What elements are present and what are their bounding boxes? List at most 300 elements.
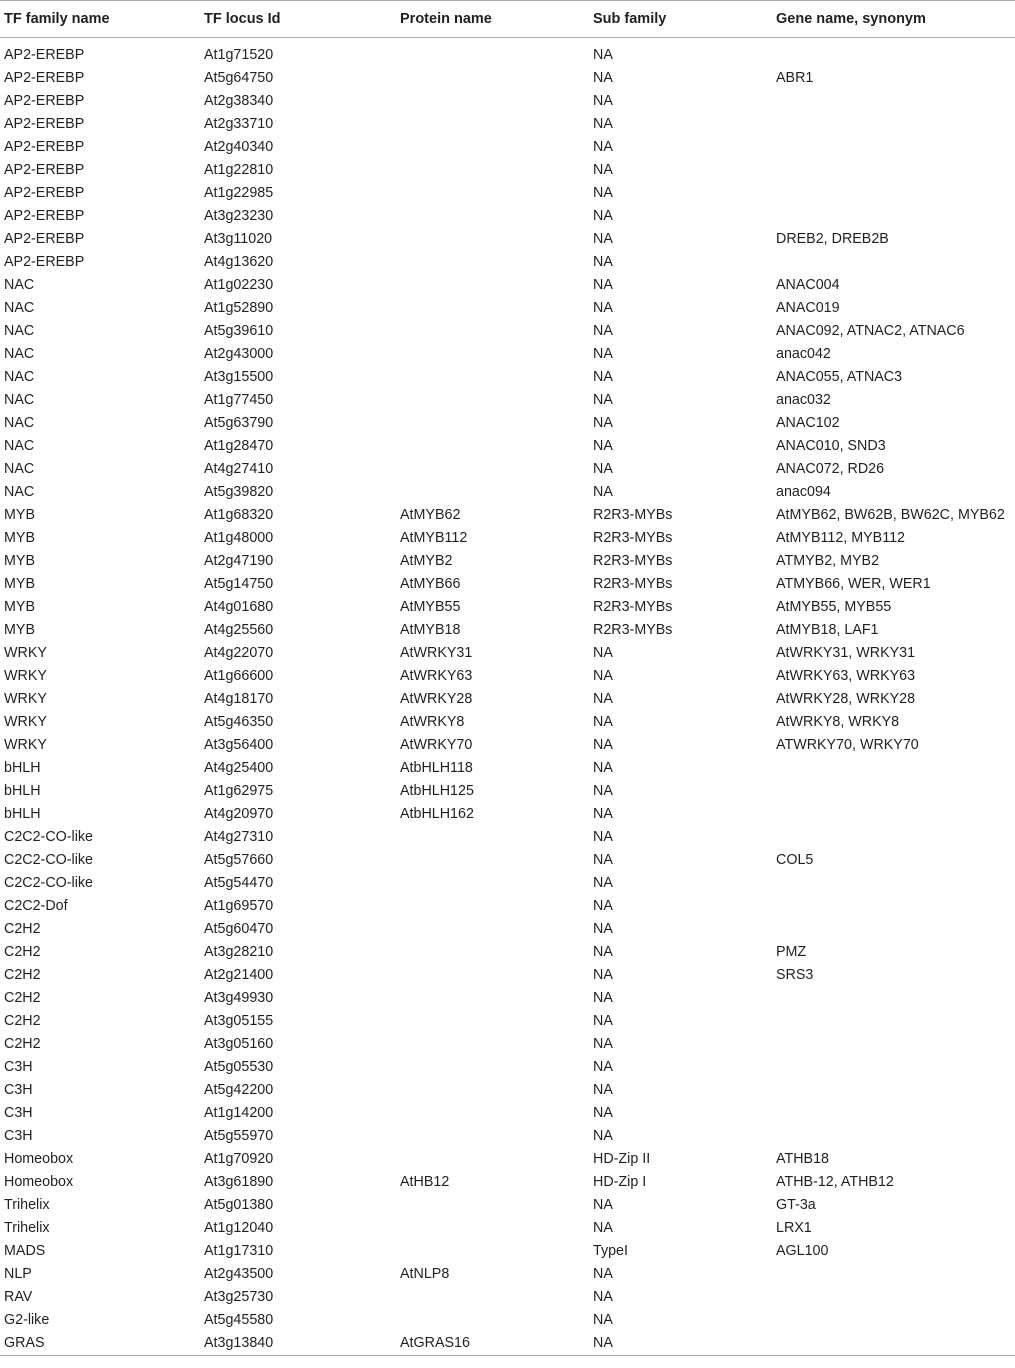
- table-row: [0, 918, 1015, 941]
- cell-protein-name: [396, 918, 589, 941]
- cell-tf-locus-id: At1g77450: [204, 392, 274, 408]
- cell-sub-family: NA: [593, 185, 613, 201]
- table-row: [0, 1010, 1015, 1033]
- cell-tf-family-name: C2H2: [4, 921, 41, 937]
- cell-gene-name-synonym: AtWRKY31, WRKY31: [776, 645, 916, 661]
- cell-gene-name-synonym: [772, 1263, 1015, 1286]
- cell-tf-locus-id: At1g52890: [204, 300, 274, 316]
- cell-protein-name: [396, 159, 589, 182]
- cell-tf-locus-id: At1g02230: [204, 277, 274, 293]
- cell-gene-name-synonym: AtMYB62, BW62B, BW62C, MYB62: [776, 507, 1005, 523]
- cell-gene-name-synonym: AtWRKY28, WRKY28: [776, 691, 916, 707]
- cell-gene-name-synonym: ANAC010, SND3: [776, 438, 886, 454]
- table-row: [0, 1056, 1015, 1079]
- cell-tf-family-name: Trihelix: [4, 1197, 50, 1213]
- cell-tf-locus-id: At4g27410: [204, 461, 274, 477]
- cell-sub-family: R2R3-MYBs: [593, 553, 673, 569]
- table-row: [0, 343, 1015, 366]
- cell-tf-locus-id: At5g60470: [204, 921, 274, 937]
- cell-sub-family: NA: [593, 806, 613, 822]
- cell-tf-locus-id: At1g69570: [204, 898, 274, 914]
- cell-protein-name: [396, 366, 589, 389]
- cell-tf-family-name: NAC: [4, 323, 35, 339]
- cell-gene-name-synonym: ANAC004: [776, 277, 840, 293]
- table-row: [0, 205, 1015, 228]
- cell-tf-locus-id: At1g22985: [204, 185, 274, 201]
- table-row: [0, 1194, 1015, 1217]
- cell-sub-family: NA: [593, 668, 613, 684]
- table-row: [0, 67, 1015, 90]
- table-row: [0, 596, 1015, 619]
- cell-tf-family-name: AP2-EREBP: [4, 139, 85, 155]
- cell-gene-name-synonym: [772, 251, 1015, 274]
- cell-tf-locus-id: At3g11020: [204, 231, 273, 247]
- cell-tf-locus-id: At1g62975: [204, 783, 274, 799]
- table-row: [0, 619, 1015, 642]
- cell-gene-name-synonym: anac032: [776, 392, 831, 408]
- cell-protein-name: AtWRKY8: [400, 714, 465, 730]
- cell-gene-name-synonym: [772, 987, 1015, 1010]
- cell-tf-family-name: bHLH: [4, 760, 41, 776]
- cell-tf-family-name: C2C2-CO-like: [4, 852, 93, 868]
- cell-sub-family: NA: [593, 898, 613, 914]
- cell-tf-family-name: C2H2: [4, 990, 41, 1006]
- cell-gene-name-synonym: [772, 1286, 1015, 1309]
- table-header: [0, 1, 1015, 38]
- cell-gene-name-synonym: [772, 757, 1015, 780]
- table-row: [0, 849, 1015, 872]
- header-tf-family-name: TF family name: [0, 1, 200, 38]
- cell-gene-name-synonym: [772, 113, 1015, 136]
- cell-protein-name: [396, 1102, 589, 1125]
- cell-tf-family-name: AP2-EREBP: [4, 70, 85, 86]
- table-row: [0, 458, 1015, 481]
- cell-tf-family-name: NAC: [4, 277, 35, 293]
- cell-protein-name: [396, 297, 589, 320]
- cell-sub-family: NA: [593, 990, 613, 1006]
- cell-protein-name: AtMYB112: [400, 530, 468, 546]
- cell-tf-family-name: NAC: [4, 461, 35, 477]
- table-row: [0, 159, 1015, 182]
- cell-gene-name-synonym: ATHB18: [776, 1151, 829, 1167]
- cell-tf-locus-id: At5g64750: [204, 70, 274, 86]
- cell-sub-family: NA: [593, 300, 613, 316]
- cell-tf-locus-id: At3g23230: [204, 208, 274, 224]
- cell-gene-name-synonym: [772, 872, 1015, 895]
- table-row: [0, 320, 1015, 343]
- table-row: [0, 1171, 1015, 1194]
- cell-gene-name-synonym: AGL100: [776, 1243, 829, 1259]
- cell-sub-family: NA: [593, 1013, 613, 1029]
- cell-sub-family: TypeI: [593, 1243, 628, 1259]
- cell-tf-locus-id: At5g39610: [204, 323, 274, 339]
- cell-protein-name: AtWRKY31: [400, 645, 473, 661]
- cell-gene-name-synonym: AtMYB55, MYB55: [776, 599, 892, 615]
- cell-tf-family-name: WRKY: [4, 714, 47, 730]
- header-tf-locus-id: TF locus Id: [200, 1, 396, 38]
- cell-sub-family: NA: [593, 1105, 613, 1121]
- header-protein-name: Protein name: [396, 1, 589, 38]
- cell-protein-name: [396, 67, 589, 90]
- cell-gene-name-synonym: [772, 136, 1015, 159]
- cell-protein-name: AtMYB2: [400, 553, 453, 569]
- cell-tf-family-name: C2H2: [4, 967, 41, 983]
- table-row: [0, 665, 1015, 688]
- cell-gene-name-synonym: ATWRKY70, WRKY70: [776, 737, 919, 753]
- cell-gene-name-synonym: [772, 159, 1015, 182]
- cell-protein-name: [396, 481, 589, 504]
- cell-tf-family-name: MYB: [4, 553, 35, 569]
- table-row: [0, 1102, 1015, 1125]
- cell-tf-locus-id: At1g28470: [204, 438, 274, 454]
- cell-gene-name-synonym: [772, 1102, 1015, 1125]
- cell-protein-name: [396, 38, 589, 68]
- cell-gene-name-synonym: AtWRKY8, WRKY8: [776, 714, 900, 730]
- header-gene-name-synonym: Gene name, synonym: [772, 1, 1015, 38]
- cell-sub-family: NA: [593, 139, 613, 155]
- cell-tf-locus-id: At4g25560: [204, 622, 274, 638]
- cell-tf-family-name: NAC: [4, 438, 35, 454]
- cell-sub-family: NA: [593, 875, 613, 891]
- cell-protein-name: [396, 1194, 589, 1217]
- cell-tf-family-name: C2H2: [4, 944, 41, 960]
- table-row: [0, 1286, 1015, 1309]
- cell-tf-locus-id: At2g47190: [204, 553, 274, 569]
- table-row: [0, 182, 1015, 205]
- cell-sub-family: R2R3-MYBs: [593, 576, 673, 592]
- cell-sub-family: NA: [593, 714, 613, 730]
- cell-gene-name-synonym: [772, 1033, 1015, 1056]
- cell-tf-locus-id: At5g01380: [204, 1197, 274, 1213]
- cell-protein-name: AtbHLH125: [400, 783, 474, 799]
- table-row: [0, 1240, 1015, 1263]
- cell-sub-family: NA: [593, 1128, 613, 1144]
- cell-sub-family: NA: [593, 691, 613, 707]
- cell-protein-name: [396, 1056, 589, 1079]
- table-row: [0, 987, 1015, 1010]
- cell-tf-family-name: bHLH: [4, 783, 41, 799]
- cell-protein-name: [396, 964, 589, 987]
- cell-tf-locus-id: At4g22070: [204, 645, 274, 661]
- cell-tf-locus-id: At4g25400: [204, 760, 274, 776]
- cell-protein-name: AtWRKY63: [400, 668, 473, 684]
- cell-tf-locus-id: At1g14200: [204, 1105, 274, 1121]
- cell-sub-family: NA: [593, 116, 613, 132]
- cell-tf-locus-id: At5g39820: [204, 484, 274, 500]
- cell-tf-locus-id: At2g33710: [204, 116, 274, 132]
- cell-protein-name: [396, 90, 589, 113]
- cell-sub-family: NA: [593, 1220, 613, 1236]
- cell-gene-name-synonym: ATMYB66, WER, WER1: [776, 576, 931, 592]
- cell-protein-name: [396, 228, 589, 251]
- header-row: [0, 1, 1015, 38]
- cell-gene-name-synonym: COL5: [776, 852, 814, 868]
- cell-protein-name: [396, 412, 589, 435]
- cell-sub-family: NA: [593, 737, 613, 753]
- cell-protein-name: AtMYB66: [400, 576, 461, 592]
- cell-tf-locus-id: At1g12040: [204, 1220, 274, 1236]
- table-row: [0, 251, 1015, 274]
- cell-protein-name: [396, 1286, 589, 1309]
- cell-tf-family-name: AP2-EREBP: [4, 254, 85, 270]
- cell-sub-family: NA: [593, 783, 613, 799]
- cell-sub-family: NA: [593, 852, 613, 868]
- cell-protein-name: [396, 136, 589, 159]
- table-row: [0, 550, 1015, 573]
- table-body: [0, 38, 1015, 1356]
- table-row: [0, 688, 1015, 711]
- cell-protein-name: AtGRAS16: [396, 1332, 589, 1356]
- table-row: [0, 1148, 1015, 1171]
- table-row: [0, 412, 1015, 435]
- cell-gene-name-synonym: ABR1: [776, 70, 814, 86]
- cell-protein-name: AtMYB55: [400, 599, 461, 615]
- cell-sub-family: NA: [593, 208, 613, 224]
- cell-gene-name-synonym: AtMYB112, MYB112: [776, 530, 905, 546]
- cell-sub-family: NA: [593, 70, 613, 86]
- cell-tf-family-name: AP2-EREBP: [4, 208, 85, 224]
- cell-gene-name-synonym: anac042: [776, 346, 831, 362]
- cell-tf-family-name: MADS: [4, 1243, 46, 1259]
- cell-tf-locus-id: At5g42200: [204, 1082, 274, 1098]
- cell-protein-name: [396, 1010, 589, 1033]
- cell-protein-name: [396, 251, 589, 274]
- cell-tf-family-name: Homeobox: [4, 1174, 74, 1190]
- cell-protein-name: [396, 895, 589, 918]
- cell-tf-locus-id: At3g13840: [200, 1332, 396, 1356]
- cell-sub-family: NA: [593, 1266, 613, 1282]
- cell-tf-locus-id: At1g17310: [204, 1243, 274, 1259]
- cell-gene-name-synonym: [772, 826, 1015, 849]
- cell-protein-name: [396, 1079, 589, 1102]
- cell-sub-family: HD-Zip II: [593, 1151, 651, 1167]
- cell-gene-name-synonym: [772, 1332, 1015, 1356]
- cell-tf-family-name: Trihelix: [4, 1220, 50, 1236]
- cell-tf-locus-id: At3g56400: [204, 737, 274, 753]
- cell-tf-locus-id: At2g43500: [204, 1266, 274, 1282]
- cell-gene-name-synonym: anac094: [776, 484, 831, 500]
- cell-sub-family: NA: [593, 1059, 613, 1075]
- cell-protein-name: [396, 274, 589, 297]
- cell-tf-family-name: AP2-EREBP: [4, 231, 85, 247]
- cell-protein-name: AtbHLH162: [400, 806, 474, 822]
- cell-tf-family-name: C2H2: [4, 1036, 41, 1052]
- cell-tf-locus-id: At5g05530: [204, 1059, 274, 1075]
- cell-tf-locus-id: At4g13620: [204, 254, 274, 270]
- cell-sub-family: NA: [593, 1312, 613, 1328]
- cell-tf-locus-id: At3g05155: [204, 1013, 274, 1029]
- cell-tf-family-name: bHLH: [4, 806, 41, 822]
- cell-protein-name: [396, 849, 589, 872]
- cell-protein-name: [396, 113, 589, 136]
- cell-protein-name: [396, 872, 589, 895]
- cell-tf-family-name: C2H2: [4, 1013, 41, 1029]
- cell-tf-family-name: C3H: [4, 1059, 33, 1075]
- cell-tf-family-name: AP2-EREBP: [4, 47, 85, 63]
- table-row: [0, 481, 1015, 504]
- cell-tf-family-name: NAC: [4, 300, 35, 316]
- table-row: [0, 504, 1015, 527]
- cell-tf-locus-id: At1g22810: [204, 162, 274, 178]
- cell-protein-name: AtWRKY70: [400, 737, 473, 753]
- table-row: [0, 435, 1015, 458]
- cell-protein-name: AtMYB62: [400, 507, 461, 523]
- cell-gene-name-synonym: DREB2, DREB2B: [776, 231, 889, 247]
- table-row: [0, 366, 1015, 389]
- cell-protein-name: [396, 458, 589, 481]
- cell-tf-locus-id: At5g54470: [204, 875, 274, 891]
- cell-gene-name-synonym: [772, 90, 1015, 113]
- cell-tf-locus-id: At5g14750: [204, 576, 274, 592]
- cell-tf-family-name: MYB: [4, 507, 35, 523]
- cell-protein-name: [396, 1033, 589, 1056]
- cell-tf-locus-id: At5g63790: [204, 415, 274, 431]
- cell-gene-name-synonym: [772, 918, 1015, 941]
- cell-protein-name: AtMYB18: [400, 622, 461, 638]
- cell-gene-name-synonym: [772, 1079, 1015, 1102]
- cell-tf-locus-id: At5g55970: [204, 1128, 274, 1144]
- cell-tf-family-name: WRKY: [4, 645, 47, 661]
- cell-gene-name-synonym: SRS3: [776, 967, 814, 983]
- cell-tf-family-name: C3H: [4, 1128, 33, 1144]
- cell-tf-family-name: AP2-EREBP: [4, 185, 85, 201]
- cell-tf-family-name: AP2-EREBP: [4, 116, 85, 132]
- cell-gene-name-synonym: AtWRKY63, WRKY63: [776, 668, 916, 684]
- cell-tf-locus-id: At4g20970: [204, 806, 274, 822]
- table-row: [0, 90, 1015, 113]
- table-row: [0, 1217, 1015, 1240]
- cell-tf-family-name: NLP: [4, 1266, 32, 1282]
- cell-protein-name: [396, 1125, 589, 1148]
- cell-tf-locus-id: At5g45580: [204, 1312, 274, 1328]
- cell-protein-name: [396, 941, 589, 964]
- cell-tf-family-name: NAC: [4, 415, 35, 431]
- table-row: [0, 734, 1015, 757]
- cell-gene-name-synonym: AtMYB18, LAF1: [776, 622, 879, 638]
- cell-tf-locus-id: At1g66600: [204, 668, 274, 684]
- cell-sub-family: NA: [593, 231, 613, 247]
- cell-sub-family: NA: [593, 438, 613, 454]
- cell-tf-locus-id: At3g25730: [204, 1289, 274, 1305]
- cell-tf-family-name: MYB: [4, 599, 35, 615]
- cell-tf-family-name: WRKY: [4, 691, 47, 707]
- cell-tf-family-name: MYB: [4, 576, 35, 592]
- cell-protein-name: [396, 182, 589, 205]
- cell-sub-family: NA: [593, 346, 613, 362]
- cell-tf-locus-id: At4g27310: [204, 829, 274, 845]
- cell-gene-name-synonym: ANAC072, RD26: [776, 461, 885, 477]
- cell-protein-name: [396, 205, 589, 228]
- cell-tf-locus-id: At3g49930: [204, 990, 274, 1006]
- cell-sub-family: NA: [593, 277, 613, 293]
- cell-gene-name-synonym: [772, 182, 1015, 205]
- cell-sub-family: NA: [593, 1289, 613, 1305]
- cell-tf-family-name: GRAS: [0, 1332, 200, 1356]
- cell-sub-family: NA: [593, 921, 613, 937]
- cell-tf-family-name: C2C2-CO-like: [4, 829, 93, 845]
- cell-tf-locus-id: At2g40340: [204, 139, 274, 155]
- cell-tf-locus-id: At3g15500: [204, 369, 274, 385]
- cell-gene-name-synonym: ANAC102: [776, 415, 840, 431]
- cell-protein-name: [396, 320, 589, 343]
- cell-sub-family: NA: [593, 415, 613, 431]
- cell-protein-name: [396, 343, 589, 366]
- cell-protein-name: [396, 1148, 589, 1171]
- cell-sub-family: NA: [593, 461, 613, 477]
- table-row: [0, 113, 1015, 136]
- cell-tf-family-name: AP2-EREBP: [4, 162, 85, 178]
- table-row: [0, 1332, 1015, 1356]
- cell-tf-family-name: Homeobox: [4, 1151, 74, 1167]
- cell-tf-family-name: C2C2-CO-like: [4, 875, 93, 891]
- table-row: [0, 573, 1015, 596]
- cell-sub-family: NA: [593, 1036, 613, 1052]
- cell-protein-name: [396, 987, 589, 1010]
- table-row: [0, 274, 1015, 297]
- table-row: [0, 964, 1015, 987]
- cell-tf-locus-id: At1g48000: [204, 530, 274, 546]
- cell-sub-family: NA: [593, 760, 613, 776]
- cell-gene-name-synonym: PMZ: [776, 944, 807, 960]
- table-row: [0, 780, 1015, 803]
- table-row: [0, 1263, 1015, 1286]
- cell-tf-family-name: C3H: [4, 1082, 33, 1098]
- table-row: [0, 872, 1015, 895]
- cell-gene-name-synonym: [772, 1056, 1015, 1079]
- table-row: [0, 1309, 1015, 1332]
- cell-sub-family: NA: [593, 369, 613, 385]
- cell-gene-name-synonym: [772, 205, 1015, 228]
- cell-gene-name-synonym: [772, 38, 1015, 68]
- cell-tf-locus-id: At5g46350: [204, 714, 274, 730]
- cell-tf-family-name: AP2-EREBP: [4, 93, 85, 109]
- table-row: [0, 1033, 1015, 1056]
- cell-tf-locus-id: At5g57660: [204, 852, 274, 868]
- cell-sub-family: NA: [593, 392, 613, 408]
- cell-sub-family: NA: [593, 47, 613, 63]
- cell-protein-name: [396, 389, 589, 412]
- cell-tf-locus-id: At2g43000: [204, 346, 274, 362]
- table-row: [0, 826, 1015, 849]
- cell-sub-family: R2R3-MYBs: [593, 530, 673, 546]
- cell-tf-locus-id: At1g71520: [204, 47, 274, 63]
- table-row: [0, 1125, 1015, 1148]
- cell-protein-name: AtWRKY28: [400, 691, 473, 707]
- header-sub-family: Sub family: [589, 1, 772, 38]
- cell-sub-family: NA: [593, 944, 613, 960]
- cell-sub-family: NA: [593, 93, 613, 109]
- cell-tf-family-name: C3H: [4, 1105, 33, 1121]
- cell-sub-family: NA: [593, 829, 613, 845]
- cell-sub-family: HD-Zip I: [593, 1174, 647, 1190]
- cell-gene-name-synonym: [772, 1125, 1015, 1148]
- cell-tf-locus-id: At1g70920: [204, 1151, 274, 1167]
- cell-protein-name: AtNLP8: [400, 1266, 450, 1282]
- cell-gene-name-synonym: LRX1: [776, 1220, 812, 1236]
- cell-sub-family: NA: [593, 484, 613, 500]
- table-row: [0, 228, 1015, 251]
- cell-sub-family: NA: [593, 645, 613, 661]
- cell-gene-name-synonym: [772, 1010, 1015, 1033]
- table-row: [0, 1079, 1015, 1102]
- cell-protein-name: AtbHLH118: [400, 760, 473, 776]
- cell-tf-locus-id: At3g28210: [204, 944, 274, 960]
- cell-sub-family: NA: [593, 967, 613, 983]
- table-row: [0, 757, 1015, 780]
- cell-tf-locus-id: At2g21400: [204, 967, 274, 983]
- cell-gene-name-synonym: ANAC019: [776, 300, 840, 316]
- cell-tf-family-name: MYB: [4, 622, 35, 638]
